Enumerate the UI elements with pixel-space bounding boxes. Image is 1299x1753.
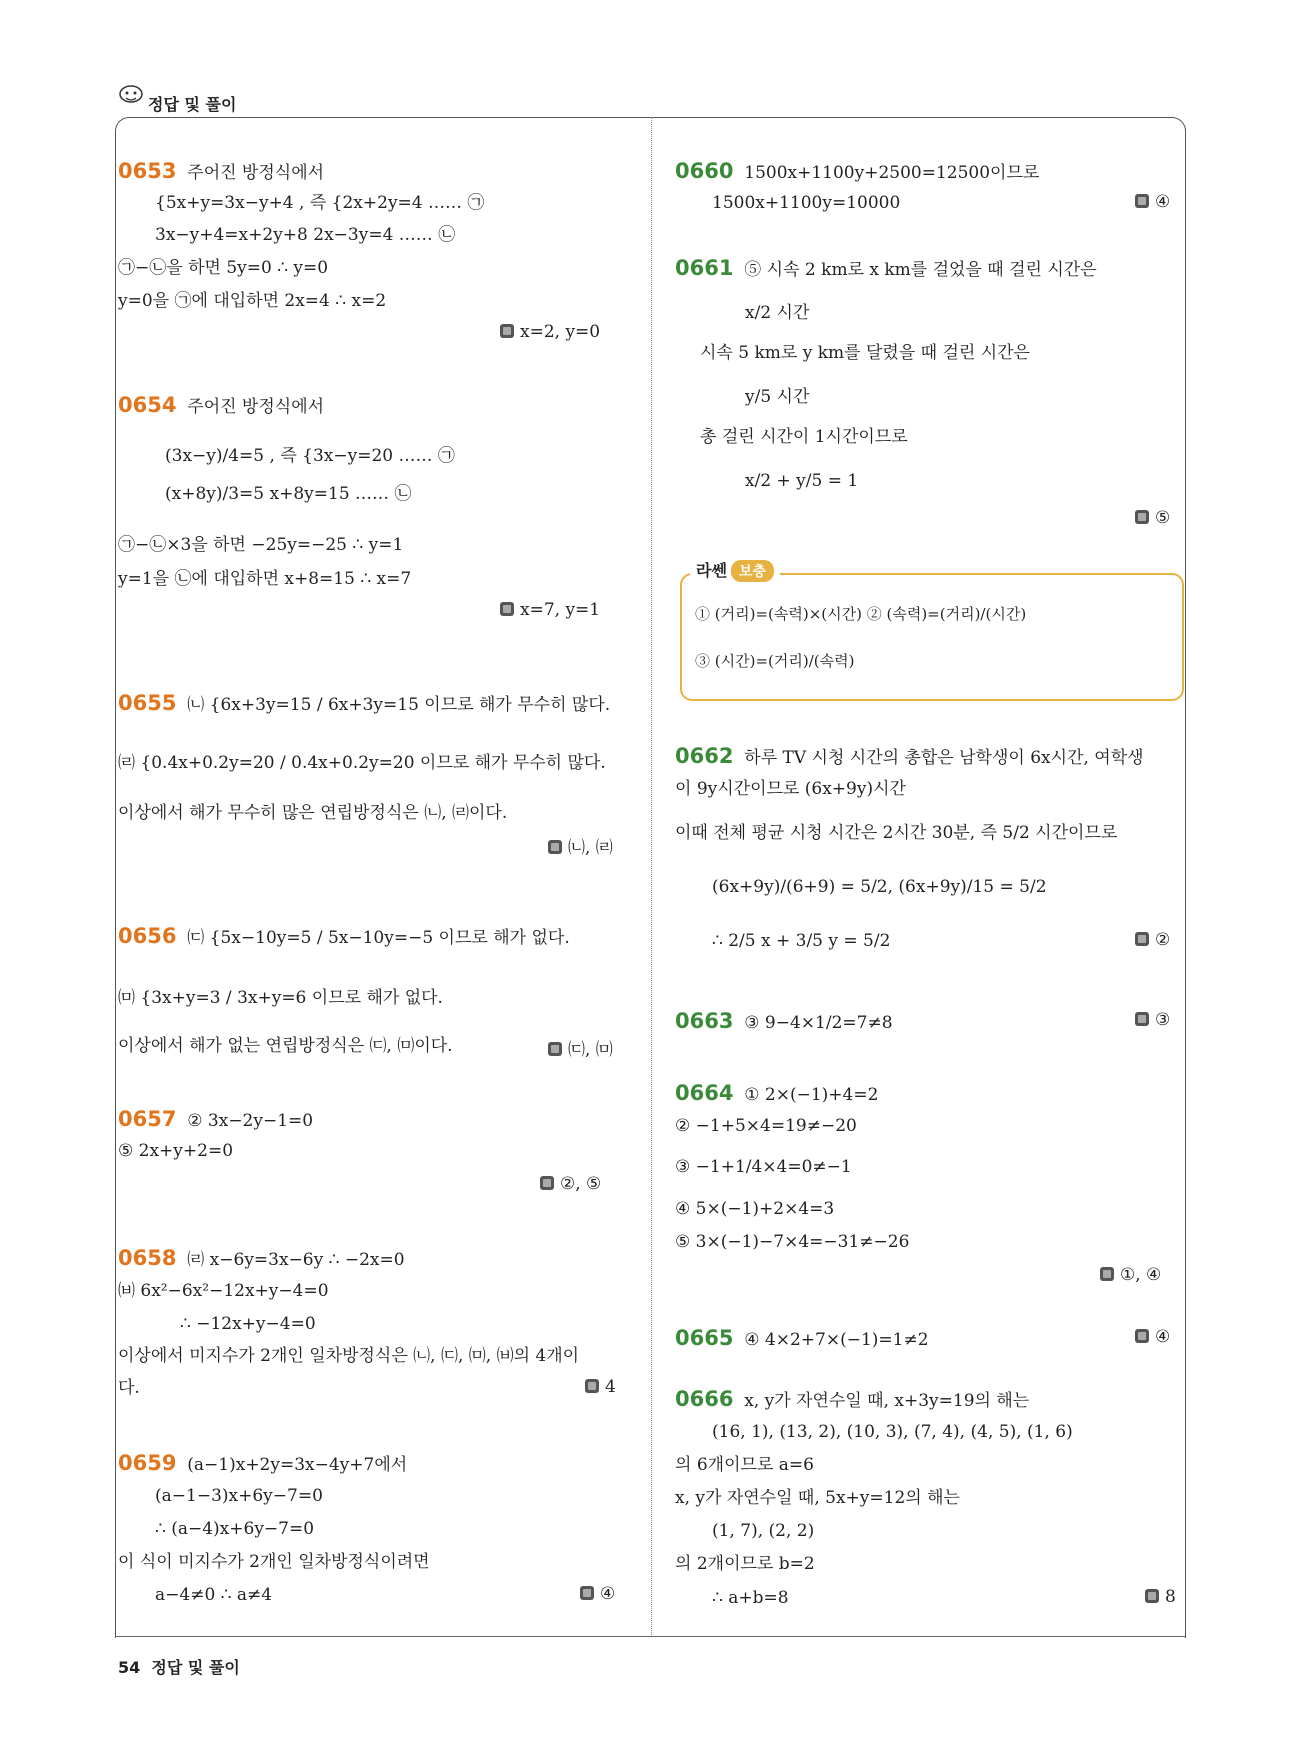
text-line: 다. (118, 1378, 140, 1398)
answer-value: ③ (1155, 1010, 1171, 1030)
page-number: 54 (118, 1658, 141, 1677)
answer-tag-icon (500, 324, 514, 338)
answer (585, 1377, 616, 1397)
problem-0665 (675, 1327, 929, 1351)
answer (548, 833, 613, 858)
equation-line: (3x−y)/4=5 , 즉 {3x−y=20 …… ㉠ (165, 446, 455, 466)
problem-0657 (118, 1108, 313, 1132)
problem-number: 0664 (675, 1081, 734, 1105)
text-line: 이 식이 미지수가 2개인 일차방정식이려면 (118, 1552, 430, 1572)
answer-tag-icon (1135, 932, 1149, 946)
problem-number: 0662 (675, 744, 734, 768)
text-line: x/2 + y/5 = 1 (745, 471, 859, 491)
text-line: 1500x+1100y+2500=12500이므로 (744, 163, 1040, 183)
answer-tag-icon (1135, 510, 1149, 524)
text-line: 하루 TV 시청 시간의 총합은 남학생이 6x시간, 여학생 (744, 748, 1144, 768)
answer (580, 1584, 615, 1604)
text-line: ㈃ {0.4x+0.2y=20 / 0.4x+0.2y=20 이므로 해가 무수히 많다. (118, 753, 606, 773)
text-line: ④ 4×2+7×(−1)=1≠2 (744, 1330, 929, 1350)
page-footer (118, 1655, 240, 1678)
text-line: ㈃ x−6y=3x−6y ∴ −2x=0 (187, 1250, 405, 1270)
answer (1135, 930, 1170, 950)
answer-tag-icon (500, 602, 514, 616)
text-line: y=0을 ㉠에 대입하면 2x=4 ∴ x=2 (118, 291, 387, 311)
footer-rule (115, 1636, 1185, 1637)
answer (1145, 1587, 1176, 1607)
answer-tag-icon (585, 1379, 599, 1393)
text-line: 의 2개이므로 b=2 (675, 1554, 815, 1574)
text-line: ② 3x−2y−1=0 (187, 1111, 314, 1131)
text-line: 시속 5 km로 y km를 달렸을 때 걸린 시간은 (700, 343, 1030, 363)
problem-number: 0666 (675, 1387, 734, 1411)
answer-value: ㈁, ㈃ (568, 838, 613, 858)
text-line: ③ 9−4×1/2=7≠8 (744, 1013, 893, 1033)
problem-0653 (118, 160, 324, 184)
answer (1135, 192, 1170, 212)
text-line: 총 걸린 시간이 1시간이므로 (700, 427, 908, 447)
answer-tag-icon (1145, 1589, 1159, 1603)
text-line: 주어진 방정식에서 (187, 397, 325, 417)
text-line: 이 9y시간이므로 (6x+9y)시간 (675, 779, 906, 799)
text-line: 이때 전체 평균 시청 시간은 2시간 30분, 즉 5/2 시간이므로 (675, 823, 1118, 843)
answer-value: ④ (600, 1584, 616, 1604)
column-divider (651, 117, 652, 1637)
text-line: (6x+9y)/(6+9) = 5/2, (6x+9y)/15 = 5/2 (712, 877, 1047, 897)
problem-0655 (118, 692, 610, 716)
text-line: ④ 5×(−1)+2×4=3 (675, 1199, 835, 1219)
answer-tag-icon (1100, 1267, 1114, 1281)
problem-number: 0656 (118, 924, 177, 948)
answer-value: ⑤ (1155, 508, 1171, 528)
text-line: x, y가 자연수일 때, 5x+y=12의 해는 (675, 1488, 960, 1508)
text-line: ⑤ 3×(−1)−7×4=−31≠−26 (675, 1232, 910, 1252)
problem-0660 (675, 160, 1039, 184)
problem-0661 (675, 257, 1097, 281)
text-line: 이상에서 미지수가 2개인 일차방정식은 ㈁, ㈂, ㈄, ㈅의 4개이 (118, 1346, 580, 1366)
text-line: 이상에서 해가 무수히 많은 연립방정식은 ㈁, ㈃이다. (118, 803, 508, 823)
answer-tag-icon (1135, 194, 1149, 208)
answer (540, 1174, 601, 1194)
answer-tag-icon (1135, 1329, 1149, 1343)
text-line: ㈄ {3x+y=3 / 3x+y=6 이므로 해가 없다. (118, 988, 443, 1008)
answer-value: ② (1155, 930, 1171, 950)
text-line: 이상에서 해가 없는 연립방정식은 ㈂, ㈄이다. (118, 1036, 453, 1056)
tip-line: ① (거리)=(속력)×(시간) ② (속력)=(거리)/(시간) (695, 605, 1027, 623)
footer-label: 정답 및 풀이 (151, 1658, 240, 1677)
text-line: x/2 시간 (745, 303, 810, 323)
text-line: ⑤ 시속 2 km로 x km를 걸었을 때 걸린 시간은 (744, 260, 1097, 280)
text-line: (a−1)x+2y=3x−4y+7에서 (187, 1455, 408, 1475)
problem-number: 0653 (118, 159, 177, 183)
text-line: x, y가 자연수일 때, x+3y=19의 해는 (744, 1391, 1030, 1411)
answer (1135, 508, 1170, 528)
answer-value: 4 (605, 1377, 616, 1397)
problem-0663 (675, 1010, 893, 1034)
text-line: ㉠−㉡×3을 하면 −25y=−25 ∴ y=1 (118, 535, 404, 555)
answer (548, 1035, 613, 1060)
equation-line: (x+8y)/3=5 x+8y=15 …… ㉡ (165, 484, 412, 504)
problem-0656 (118, 925, 570, 949)
text-line: 의 6개이므로 a=6 (675, 1455, 814, 1475)
answer (500, 322, 600, 342)
text-line: (a−1−3)x+6y−7=0 (155, 1486, 323, 1506)
problem-number: 0655 (118, 691, 177, 715)
header-title: 정답 및 풀이 (148, 95, 237, 114)
text-line: 1500x+1100y=10000 (712, 193, 901, 213)
text-line: ∴ a+b=8 (712, 1588, 789, 1608)
answer-value: ④ (1155, 1327, 1171, 1347)
answer-value: ②, ⑤ (560, 1174, 602, 1194)
problem-number: 0659 (118, 1451, 177, 1475)
answer-value: x=2, y=0 (520, 322, 601, 342)
text-line: ∴ (a−4)x+6y−7=0 (155, 1519, 315, 1539)
character-logo-icon (118, 84, 144, 106)
text-line: y=1을 ㉡에 대입하면 x+8=15 ∴ x=7 (118, 569, 412, 589)
text-line: ∴ −12x+y−4=0 (180, 1314, 316, 1334)
answer-value: ㈂, ㈄ (568, 1040, 613, 1060)
tip-badge: 보충 (731, 560, 774, 582)
answer-value: x=7, y=1 (520, 600, 601, 620)
tip-title-text: 라쎈 (696, 561, 727, 580)
equation-line: {5x+y=3x−y+4 , 즉 {2x+2y=4 …… ㉠ (155, 193, 485, 213)
answer-value: 8 (1165, 1587, 1176, 1607)
text-line: ② −1+5×4=19≠−20 (675, 1116, 857, 1136)
problem-number: 0658 (118, 1246, 177, 1270)
text-line: 주어진 방정식에서 (187, 163, 325, 183)
problem-number: 0657 (118, 1107, 177, 1131)
text-line: ∴ 2/5 x + 3/5 y = 5/2 (712, 931, 891, 951)
text-line: ㈅ 6x²−6x²−12x+y−4=0 (118, 1281, 329, 1301)
text-line: ③ −1+1/4×4=0≠−1 (675, 1157, 852, 1177)
text-line: ㉠−㉡을 하면 5y=0 ∴ y=0 (118, 258, 329, 278)
problem-number: 0654 (118, 393, 177, 417)
answer (1135, 1010, 1170, 1030)
answer-value: ④ (1155, 192, 1171, 212)
problem-0666 (675, 1388, 1029, 1412)
text-line: (16, 1), (13, 2), (10, 3), (7, 4), (4, 5), (1, 6) (712, 1422, 1073, 1442)
tip-title (690, 558, 780, 582)
answer-tag-icon (548, 1042, 562, 1056)
problem-number: 0665 (675, 1326, 734, 1350)
problem-0654 (118, 394, 324, 418)
equation-line: 3x−y+4=x+2y+8 2x−3y=4 …… ㉡ (155, 225, 456, 245)
text-line: y/5 시간 (745, 387, 810, 407)
answer (1135, 1327, 1170, 1347)
tip-line: ③ (시간)=(거리)/(속력) (695, 652, 855, 670)
problem-number: 0663 (675, 1009, 734, 1033)
text-line: ① 2×(−1)+4=2 (744, 1085, 879, 1105)
problem-0662 (675, 745, 1144, 769)
problem-0664 (675, 1082, 878, 1106)
answer-tag-icon (548, 840, 562, 854)
answer-tag-icon (540, 1176, 554, 1190)
problem-0659 (118, 1452, 407, 1476)
answer (500, 600, 600, 620)
text-line: (1, 7), (2, 2) (712, 1521, 815, 1541)
text-line: ㈁ {6x+3y=15 / 6x+3y=15 이므로 해가 무수히 많다. (187, 695, 611, 715)
problem-number: 0661 (675, 256, 734, 280)
left-column-frame (115, 117, 651, 1638)
tip-box (680, 573, 1184, 701)
answer-value: ①, ④ (1120, 1265, 1162, 1285)
answer (1100, 1265, 1161, 1285)
problem-number: 0660 (675, 159, 734, 183)
text-line: a−4≠0 ∴ a≠4 (155, 1585, 273, 1605)
answer-tag-icon (1135, 1012, 1149, 1026)
answer-tag-icon (580, 1586, 594, 1600)
text-line: ⑤ 2x+y+2=0 (118, 1141, 234, 1161)
problem-0658 (118, 1247, 405, 1271)
text-line: ㈂ {5x−10y=5 / 5x−10y=−5 이므로 해가 없다. (187, 928, 570, 948)
